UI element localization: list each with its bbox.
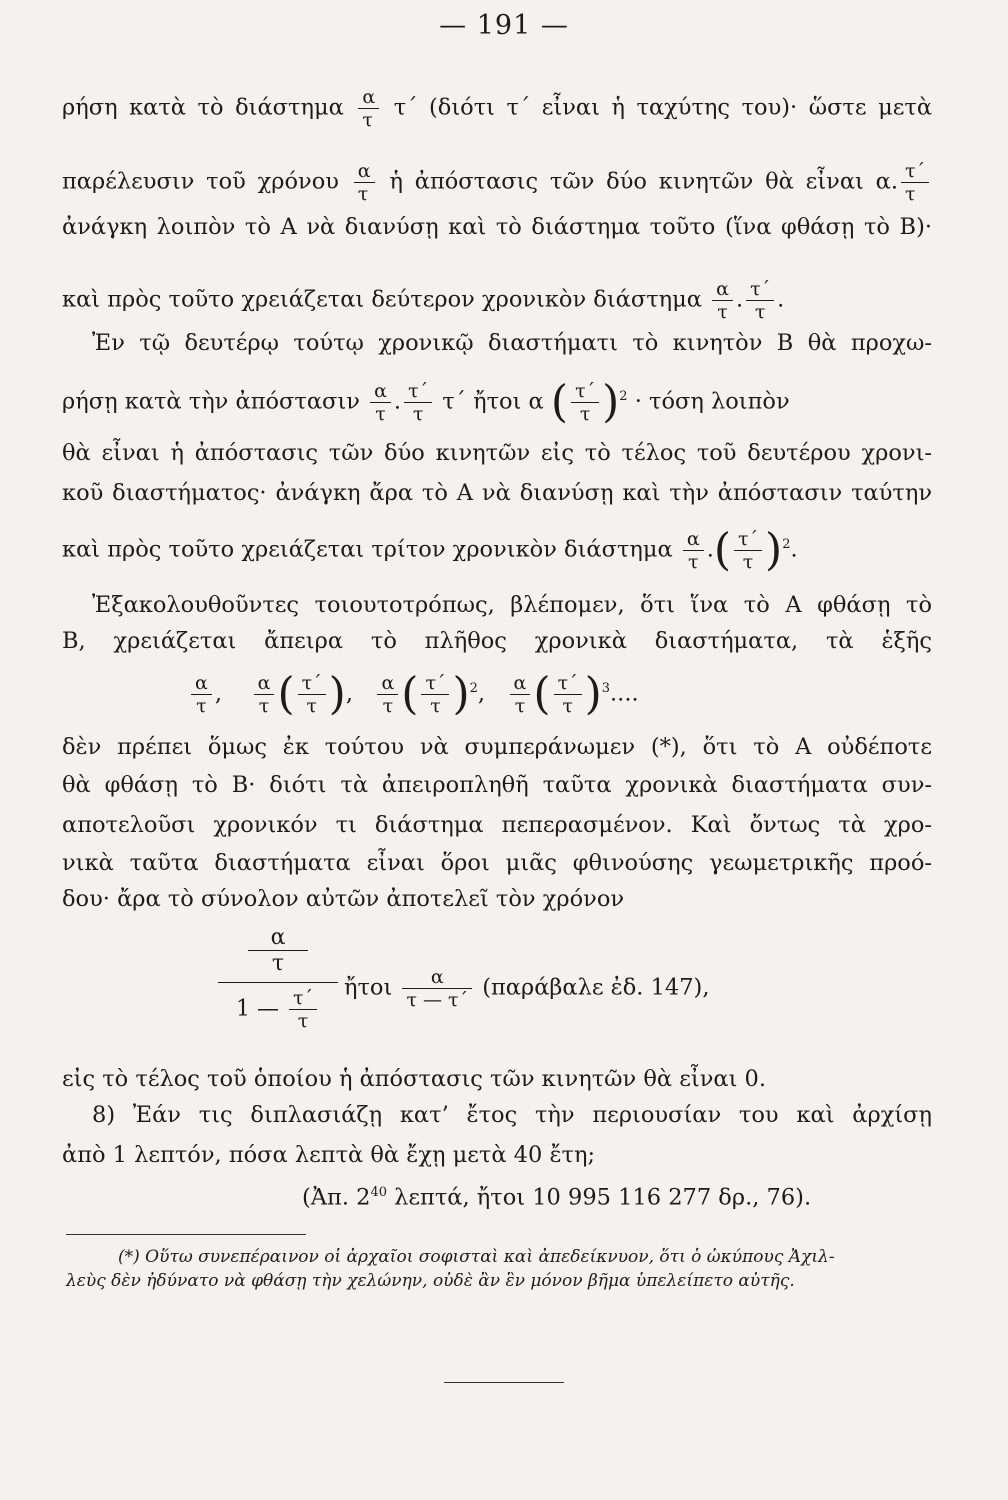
footnote-line-1: (*) Οὕτω συνεπέραινον οἱ ἀρχαῖοι σοφισταὶ καὶ ἀπεδείκνυον, ὅτι ὁ ὠκύπους Ἀχιλ- [118, 1247, 835, 1267]
text-line-6: ρήσῃ κατὰ τὴν ἀπόστασιν $\frac{\alpha}{\tau}$ . $\frac{\tau΄}{\tau}$ τ΄ ἤτοι α ( $\frac{\tau΄}{\tau}$ )$^2$ · τόση λοιπὸν [62, 376, 790, 428]
text-line-4: καὶ πρὸς τοῦτο χρειάζεται δεύτερον χρονικὸν διάστημα $\frac{\alpha}{\tau}$ . $\frac{\tau΄}{\tau}$ . [62, 278, 785, 323]
text-line-19: εἰς τὸ τέλος τοῦ ὁποίου ἡ ἀπόστασις τῶν κινητῶν θὰ εἶναι 0. [62, 1066, 767, 1092]
fraction-a-over-t: $\frac{\alpha}{\tau}$ [354, 160, 375, 205]
fraction-a-over-t: $\frac{\alpha}{\tau}$ [683, 528, 704, 573]
text-segment: (παράβαλε ἐδ. 147), [482, 974, 710, 1001]
fraction-tp-over-t: $\frac{\tau΄}{\tau}$ [746, 278, 774, 323]
text-line-2 [62, 160, 932, 205]
exponent: 2 [782, 537, 791, 552]
text-segment: · τόση λοιπὸν [634, 388, 790, 415]
fraction-a-over-t: $\frac{\alpha}{\tau}$ [370, 380, 391, 425]
text-segment: τ΄ ἤτοι α [442, 388, 544, 415]
text-segment: τ΄ (διότι τ΄ εἶναι ἡ ταχύτης του)· ὥστε μετὰ [393, 94, 933, 121]
page-end-rule [444, 1382, 564, 1383]
text-segment: παρέλευσιν τοῦ χρόνου [62, 168, 339, 195]
footnote-line-2: λεὺς δὲν ἠδύνατο νὰ φθάσῃ τὴν χελώνην, οὐδὲ ἂν ἓν μόνον βῆμα ὑπελείπετο αὐτῆς. [66, 1271, 795, 1291]
fraction-a-over-t: $\frac{\alpha}{\tau}$ [510, 672, 531, 717]
text-line-15: αποτελοῦσι χρονικόν τι διάστημα πεπερασμένον. Καὶ ὄντως τὰ χρο- [62, 812, 932, 838]
text-line-10: Ἐξακολουθοῦντες τοιουτοτρόπως, βλέπομεν, ὅτι ἵνα τὸ Α φθάσῃ τὸ [92, 592, 932, 618]
exponent: 2 [619, 389, 628, 404]
text-line-8: κοῦ διαστήματος· ἀνάγκη ἄρα τὸ Α νὰ διανύσῃ καὶ τὴν ἀπόστασιν ταύτην [62, 480, 932, 506]
series-formula: $\frac{\alpha}{\tau}$ , $\frac{\alpha}{\tau}$ ( $\frac{\tau΄}{\tau}$ ), $\frac{\alpha}{\tau}$ ( $\frac{\tau΄}{\tau}$ )$^2$, $\frac{\alpha}{\tau}$ ( $\frac{\tau΄}{\tau}$ )$^3$.... [188, 672, 828, 717]
text-line-7: θὰ εἶναι ἡ ἀπόστασις τῶν δύο κινητῶν εἰς τὸ τέλος τοῦ δευτέρου χρονι- [62, 440, 932, 466]
fraction-tp-over-t: $\frac{\tau΄}{\tau}$ [901, 160, 929, 205]
fraction-tp-over-t: $\frac{\tau΄}{\tau}$ [298, 672, 326, 717]
text-line-17: δου· ἄρα τὸ σύνολον αὐτῶν ἀποτελεῖ τὸν χρόνον [62, 886, 625, 912]
fraction-a-over-t: $\frac{\alpha}{\tau}$ [377, 672, 398, 717]
text-line-5: Ἐν τῷ δευτέρῳ τούτῳ χρονικῷ διαστήματι τὸ κινητὸν Β θὰ προχω- [92, 330, 932, 356]
fraction-a-over-t-minus-tp: $\frac{\alpha}{\tau — \tau΄}$ [402, 966, 472, 1011]
text-segment: καὶ πρὸς τοῦτο χρειάζεται δεύτερον χρονικὸν διάστημα [62, 286, 702, 313]
fraction-tp-over-t: $\frac{\tau΄}{\tau}$ [734, 528, 762, 573]
denominator-t: τ [248, 950, 308, 976]
text-segment: ἡ ἀπόστασις τῶν δύο κινητῶν θὰ εἶναι α. [389, 168, 898, 195]
text-line-14: θὰ φθάσῃ τὸ Β· διότι τὰ ἀπειροπληθῆ ταῦτα χρονικὰ διαστήματα συν- [62, 772, 932, 798]
text-line-11: Β, χρειάζεται ἄπειρα τὸ πλῆθος χρονικὰ διαστήματα, τὰ ἑξῆς [62, 628, 932, 654]
exponent: 40 [370, 1185, 387, 1200]
text-line-16: νικὰ ταῦτα διαστήματα εἶναι ὅροι μιᾶς φθινούσης γεωμετρικῆς προό- [62, 850, 932, 876]
text-segment: ἤτοι [344, 974, 393, 1001]
text-line-20: 8) Ἐάν τις διπλασιάζῃ κατ’ ἔτος τὴν περιουσίαν του καὶ ἀρχίσῃ [92, 1102, 932, 1128]
text-line-3: ἀνάγκη λοιπὸν τὸ Α νὰ διανύσῃ καὶ τὸ διάστημα τοῦτο (ἵνα φθάσῃ τὸ Β)· [62, 214, 932, 240]
text-line-1 [62, 86, 932, 131]
fraction-tp-over-t: $\frac{\tau΄}{\tau}$ [421, 672, 449, 717]
text-line-21: ἀπὸ 1 λεπτόν, πόσα λεπτὰ θὰ ἔχῃ μετὰ 40 ἔτη; [62, 1142, 596, 1168]
text-line-9: καὶ πρὸς τοῦτο χρειάζεται τρίτον χρονικὸν διάστημα $\frac{\alpha}{\tau}$ .( $\frac{\tau΄}{\tau}$ )$^2$. [62, 524, 798, 576]
text-segment: καὶ πρὸς τοῦτο χρειάζεται τρίτον χρονικὸν διάστημα [62, 536, 673, 563]
fraction-tp-over-t: $\frac{\tau΄}{\tau}$ [571, 380, 599, 425]
formula-result-line [344, 966, 814, 1011]
fraction-tp-over-t: $\frac{\tau΄}{\tau}$ [289, 987, 317, 1032]
fraction-a-over-t: $\frac{\alpha}{\tau}$ [358, 86, 379, 131]
text-line-13: δὲν πρέπει ὅμως ἐκ τούτου νὰ συμπεράνωμεν (*), ὅτι τὸ Α οὐδέποτε [62, 734, 932, 760]
exponent: 3 [601, 681, 611, 696]
fraction-a-over-t: $\frac{\alpha}{\tau}$ [254, 672, 275, 717]
fraction-a-over-t: $\frac{\alpha}{\tau}$ [191, 672, 212, 717]
main-fraction-bar: 1 — $\frac{\tau΄}{\tau}$ [218, 982, 338, 1032]
footnote-rule [66, 1234, 306, 1235]
exponent: 2 [469, 681, 478, 696]
page-number: — 191 — [439, 10, 569, 41]
text-segment: ρήση κατὰ τὸ διάστημα [62, 94, 344, 121]
numerator-a: α [270, 925, 286, 950]
fraction-a-over-t: $\frac{\alpha}{\tau}$ [712, 278, 733, 323]
answer-line: (Ἀπ. $2^{40}$ λεπτά, ἤτοι 10 995 116 277 δρ., 76). [302, 1184, 812, 1211]
text-segment: ρήσῃ κατὰ τὴν ἀπόστασιν [62, 388, 360, 415]
fraction-tp-over-t: $\frac{\tau΄}{\tau}$ [554, 672, 582, 717]
compound-fraction [218, 925, 338, 1032]
fraction-tp-over-t: $\frac{\tau΄}{\tau}$ [404, 380, 432, 425]
